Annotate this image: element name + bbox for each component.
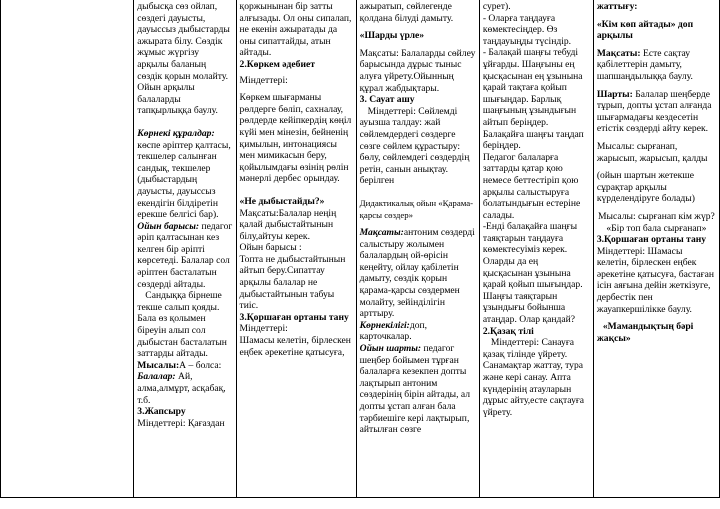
col2-paragraph-2: Көркем шығарманы рөлдерге бөліп, сахналау, рөлдерде кейіпкердің көңіл күйі мен мінезін, бейненің қимылын, интонациясы мен мимикасын беру, қойылымдағы өзінің рөлін мәнерлі дербес орындау.: [239, 92, 352, 185]
col1-section-tasks: Міндеттері: Қағаздан: [137, 417, 225, 429]
col5-goal-label: Мақсаты:: [596, 47, 641, 59]
table-cell-col3: [356, 0, 479, 498]
col3-rule: Ойын шарты: педагог шеңбер бойымен тұрған балаларға кезекпен допты лақтырып антоним сөздерінің бірін айтады, ал допты ұстап алған бала тәрбиешіге кері лақтырып, айтылған сөзге: [359, 343, 471, 436]
col2-section-title: 2.Көркем әдебиет: [239, 58, 315, 70]
col5-paragraph-3: (ойын шартын жетекше сұрақтар арқылы күрделендіруге болады): [596, 170, 695, 205]
col2-section3-text: Шамасы келетін, бірлескен еңбек әрекетіне қатысуға,: [239, 335, 351, 358]
col4-section-title: 2.Қазақ тілі: [482, 325, 534, 337]
col2-section-tasks: Міндеттері:: [239, 74, 288, 86]
col1-game: Ойын барысы: педагог әріп қалтасынан кез келген бір әріпті көрсетеді. Балалар сол әріптен басталатын сөздерді айтады.: [137, 220, 233, 290]
col4-paragraph-3: - Балақай шаңғы тебуді ұйғарды. Шаңғыны ең қысқасынан ең ұзынына қарай тақтаға қойып шығыңдар. Барлық шаңғының ұзындығын айтып беріңдер.: [482, 47, 583, 128]
col5-paragraph-1: жаттығу:: [596, 1, 638, 12]
table-cell-col5: [593, 0, 719, 498]
col2-game-flow: Ойын барысы :: [239, 242, 302, 254]
col5-section-text: Міндеттері: Шамасы келетін, бірлескен еңбек әрекетіне қатысуға, бастаған ісін аяғына дейін жеткізуге, дербестік пен жауапкершілікке баулу.: [596, 245, 715, 315]
col3-section-title: 3. Сауат ашу: [359, 94, 415, 106]
col1-kids: Балалар: Ай, алма,алмұрт, асқабақ, т.б.: [137, 371, 226, 406]
col5-game2-title: «Мамандықтың бәрі жақсы»: [596, 321, 694, 344]
col5-cond-label: Шарты:: [596, 88, 633, 100]
col5-section-title: 3.Қоршаған ортаны тану: [596, 234, 707, 246]
col3-tools-label: Көрнекілігі:: [359, 319, 410, 331]
col5-paragraph-4: Мысалы: сырғанап кім жүр? «Бір топ бала сырғанап»: [598, 210, 715, 234]
col5-paragraph-2: Мысалы: сырғанап, жарысып, жарысып, қалды: [596, 140, 708, 164]
col1-kids-label: Балалар:: [137, 371, 176, 383]
col1-example-label: Мысалы:: [137, 359, 180, 371]
col2-paragraph: қоржынынан бір затты алғызады. Ол оны сипалап, не екенін ажыратады да оны сипаттайды, атын айтады.: [239, 1, 352, 59]
col1-example: Мысалы:А – болса:: [137, 359, 222, 371]
empty-left-column: [1, 0, 134, 498]
col1-paragraph: дыбысқа сөз ойлап, сөздегі дауысты, дауыссыз дыбыстарды ажырата білу. Сөздік жұмыс жүргізу арқылы баланың сөздік қорын молайту. Ойын арқылы балаларды тапқырлыққа баулу.: [137, 1, 230, 117]
col5-condition: Шарты: Балалар шеңберде тұрып, допты ұстап алғанда шығармадағы кездесетін етістік сөздерді айту керек.: [596, 88, 712, 135]
col3-game-title: «Шарды үрле»: [359, 30, 425, 42]
table-row: [1, 0, 720, 498]
col1-tools: Көрнекі құралдар: көспе әріптер қалтасы, текшелер салынған сандық, текшелер (дыбыстардың дауысты, дауыссыз екендігін білдіретін ерекше белгісі бар).: [137, 127, 231, 221]
col3-game-goal: Мақсаты: Балаларды сөйлеу барысында дұрыс тыныс алуға үйрету.Ойынның құрал жабдықтары.: [359, 47, 476, 94]
col4-paragraph-4: Балақайға шаңғы таңдап беріңдер.: [482, 128, 584, 152]
col3-tools: Көрнекілігі:доп, карточкалар.: [359, 319, 428, 343]
col2-section3-title: 3.Қоршаған ортаны тану: [239, 311, 349, 323]
col4-paragraph-5: Педагог балаларға заттарды қатар қою немесе беттестіріп қою арқылы салыстыруға болатындығын естеріне салады.: [482, 151, 581, 221]
col5-goal: Мақсаты: Есте сақтау қабілеттерін дамыту, шапшаңдылыққа баулу.: [596, 47, 693, 82]
col5-game-title: «Кім көп айтады» доп арқылы: [596, 18, 694, 42]
table-cell-col1: [134, 0, 236, 498]
col3-goal-label: Мақсаты:: [359, 227, 404, 239]
col4-paragraph-2: - Оларға таңдауға көмектесіңдер. Өз таңдауыңды түсіндір.: [482, 12, 572, 47]
col1-tools-label: Көрнекі құралдар:: [137, 127, 215, 139]
col3-goal: Мақсаты:антоним сөздерді салыстыру жолымен балалардың ой-өрісін кеңейту, ойлау қабілетін дамыту, сөздік қорын қарама-қарсы сөздермен молайту, зейінділігін арттыру.: [359, 227, 475, 320]
table-cell-col4: [479, 0, 593, 498]
col3-paragraph: ажыратып, сөйлегенде қолдана білуді дамыту.: [359, 1, 454, 24]
col1-paragraph-2: Сандыққа бірнеше текше салып қояды. Бала өз қолымен біреуін алып сол дыбыстан басталатын заттарды айтады.: [137, 290, 227, 360]
col3-section-text: Міндеттері: Сөйлемді ауызша талдау: жай сөйлемдердегі сөздерге сөзге сөйлем құрастыру: бөлу, сөйлемдегі сөздердің ретін, санын анықтау. берілген: [359, 105, 470, 187]
col2-game-text: Топта не дыбыстайтынын айтып беру.Сипаттау арқылы балалар не дыбыстайтынын табуы тиіс.: [239, 253, 346, 312]
col2-section3-tasks: Міндеттері:: [239, 323, 288, 335]
col2-game-goal: Мақсаты:Балалар неңің қалай дыбыстайтынын білу,айтуы керек.: [239, 207, 337, 242]
col1-section-title: 3.Жапсыру: [137, 406, 186, 418]
col2-game-title: «Не дыбыстайды?»: [239, 195, 325, 207]
col3-rule-label: Ойын шарты:: [359, 343, 422, 355]
col4-paragraph-1: сурет).: [482, 1, 511, 12]
col4-section-text: Міндеттері: Санауға қазақ тілінде үйрету. Санамақтар жаттау, тура және кері санау. Апта күндерінің атауларын дұрыс айту,есте сақтауға үйрету.: [482, 337, 585, 418]
col1-game-label: Ойын барысы:: [137, 220, 200, 232]
col3-game2-title: Дидактикалық ойын «Қарама-қарсы сөздер»: [359, 197, 474, 220]
table-cell-col2: [236, 0, 356, 498]
col4-paragraph-6: -Енді балақайға шаңғы таяқтарын таңдауға көмектесуіміз керек. Оларды да ең қысқасынан ұзынына қарай қойып шығыңдар. Шаңғы таяқтарын ұзындығы бойынша атаңдар. Олар қандай?: [482, 221, 583, 326]
